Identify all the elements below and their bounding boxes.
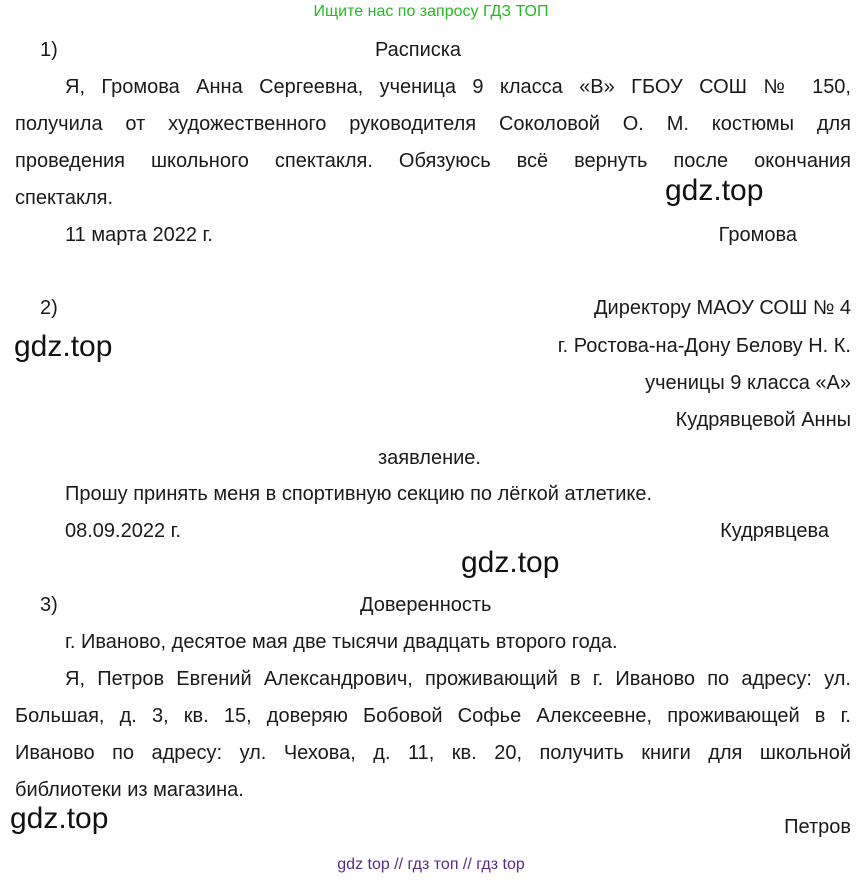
section3-title: Доверенность	[360, 594, 492, 616]
top-banner: Ищите нас по запросу ГДЗ ТОП	[313, 3, 549, 20]
section1-line-2: получила от художественного руководителя Соколовой О. М. костюмы для	[15, 113, 851, 135]
section3-line-1: Я, Петров Евгений Александрович, проживающий в г. Иваново по адресу: ул.	[65, 668, 851, 690]
section3-signature: Петров	[784, 816, 851, 838]
section1-date: 11 марта 2022 г.	[65, 224, 213, 246]
section2-addressee-2: г. Ростова-на-Дону Белову Н. К.	[557, 335, 851, 357]
section3-number: 3)	[40, 594, 58, 616]
section2-date: 08.09.2022 г.	[65, 520, 182, 542]
section2-body: Прошу принять меня в спортивную секцию по лёгкой атлетике.	[65, 483, 653, 505]
section2-addressee-3: ученицы 9 класса «А»	[645, 372, 851, 394]
section1-signature: Громова	[718, 224, 797, 246]
footer-links: gdz top // гдз топ // гдз top	[337, 856, 525, 873]
section3-line-3: Иваново по адресу: ул. Чехова, д. 11, кв. 20, получить книги для школьной	[15, 742, 851, 764]
section2-signature: Кудрявцева	[720, 520, 829, 542]
watermark-1: gdz.top	[665, 174, 764, 207]
watermark-3: gdz.top	[461, 546, 560, 579]
section3-line-2: Большая, д. 3, кв. 15, доверяю Бобовой Софье Алексеевне, проживающей в г.	[15, 705, 851, 727]
watermark-2: gdz.top	[14, 330, 113, 363]
section3-place-date: г. Иваново, десятое мая две тысячи двадцать второго года.	[65, 631, 618, 653]
section1-number: 1)	[40, 39, 58, 61]
section1-line-3: проведения школьного спектакля. Обязуюсь всё вернуть после окончания	[15, 150, 851, 172]
section1-title: Расписка	[374, 39, 462, 61]
section2-title: заявление.	[378, 447, 481, 469]
section2-addressee-4: Кудрявцевой Анны	[675, 409, 851, 431]
watermark-4: gdz.top	[10, 802, 109, 835]
section1-line-1: Я, Громова Анна Сергеевна, ученица 9 класса «В» ГБОУ СОШ № 150,	[65, 76, 851, 98]
section1-line-4: спектакля.	[15, 187, 114, 209]
section3-line-4: библиотеки из магазина.	[15, 779, 244, 801]
section2-addressee-1: Директору МАОУ СОШ № 4	[594, 297, 851, 319]
section2-number: 2)	[40, 297, 58, 319]
